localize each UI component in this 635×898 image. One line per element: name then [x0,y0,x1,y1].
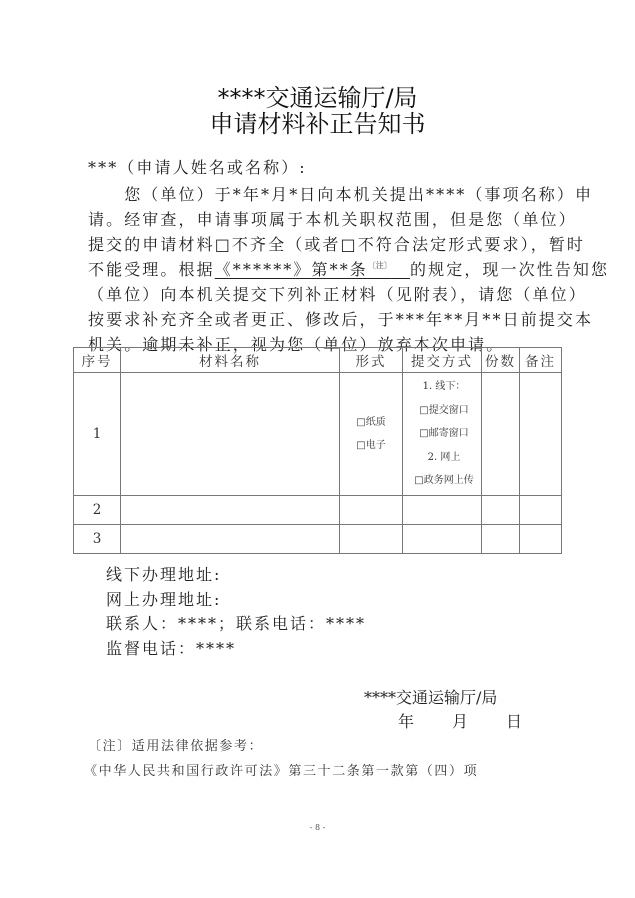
body-line-7: 机关。逾期未补正，视为您（单位）放弃本次申请。 [88,335,505,354]
row-copies [482,496,520,525]
row-index: 1 [74,373,121,496]
header-copies: 份数 [482,348,520,373]
salutation: ***（申请人姓名或名称）: [88,158,307,177]
body-line-4-suffix: 的规定，现一次性告知您 [410,260,610,279]
form-option-electronic[interactable]: □电子 [356,440,386,451]
row-submit-method [403,525,482,554]
table-row [74,373,562,496]
header-material-name: 材料名称 [121,348,340,373]
footnote-reference: 《中华人民共和国行政许可法》第三十二条第一款第（四）项 [84,764,479,779]
header-submit-method: 提交方式 [403,348,482,373]
online-address: 网上办理地址: [106,590,222,609]
law-reference-blank [215,260,410,279]
submit-online-label: 2. 网上 [427,451,461,463]
submit-offline-label: 1. 线下： [422,381,466,393]
row-index: 2 [74,496,121,525]
submit-option-window[interactable]: □提交窗口 [419,404,469,416]
body-line-4-prefix: 不能受理。根据 [88,260,215,279]
row-index: 3 [74,525,121,554]
header-remark: 备注 [520,348,562,373]
document-title-line2: 申请材料补正告知书 [209,110,426,138]
body-line-6: 按要求补充齐全或者更正、修改后，于***年**月**日前提交本 [88,310,594,329]
row-remark [520,373,562,496]
signature-date: 年 月 日 [398,712,525,731]
table-row [74,496,562,525]
row-submit-options [403,373,482,496]
body-line-1: 您（单位）于*年*月*日向本机关提出****（事项名称）申 [88,185,594,204]
header-index: 序号 [74,348,121,373]
row-material-name [121,496,340,525]
body-line-5: （单位）向本机关提交下列补正材料（见附表），请您（单位） [88,285,587,304]
row-material-name [121,525,340,554]
submit-option-upload[interactable]: □政务网上传 [414,475,474,487]
footnote-label: 〔注〕适用法律依据参考： [88,739,264,754]
row-form-options [340,373,403,496]
signature-org: ****交通运输厅/局 [364,688,498,707]
document-title-line1: ****交通运输厅/局 [217,84,418,112]
contact-info: 联系人：****；联系电话：**** [106,614,367,633]
table-header-row [74,348,562,373]
row-material-name [121,373,340,496]
form-option-paper[interactable]: □纸质 [356,417,386,428]
footnote-marker: 〔注〕 [367,261,392,270]
body-line-4 [88,257,609,280]
supervision-phone: 监督电话：**** [106,639,237,658]
row-submit-method [403,496,482,525]
law-reference-text: 《******》第**条 [214,260,368,279]
row-remark [520,525,562,554]
materials-table [73,347,562,554]
offline-address: 线下办理地址: [106,565,222,584]
row-form [340,525,403,554]
row-form [340,496,403,525]
page-number: - 8 - [309,823,326,832]
submit-option-mail[interactable]: □邮寄窗口 [419,428,469,440]
row-remark [520,496,562,525]
row-copies [482,373,520,496]
body-line-3: 提交的申请材料□不齐全（或者□不符合法定形式要求），暂时 [88,235,586,254]
row-copies [482,525,520,554]
body-line-2: 请。经审查，申请事项属于本机关职权范围，但是您（单位） [88,210,577,229]
header-form: 形式 [340,348,403,373]
table-row [74,525,562,554]
